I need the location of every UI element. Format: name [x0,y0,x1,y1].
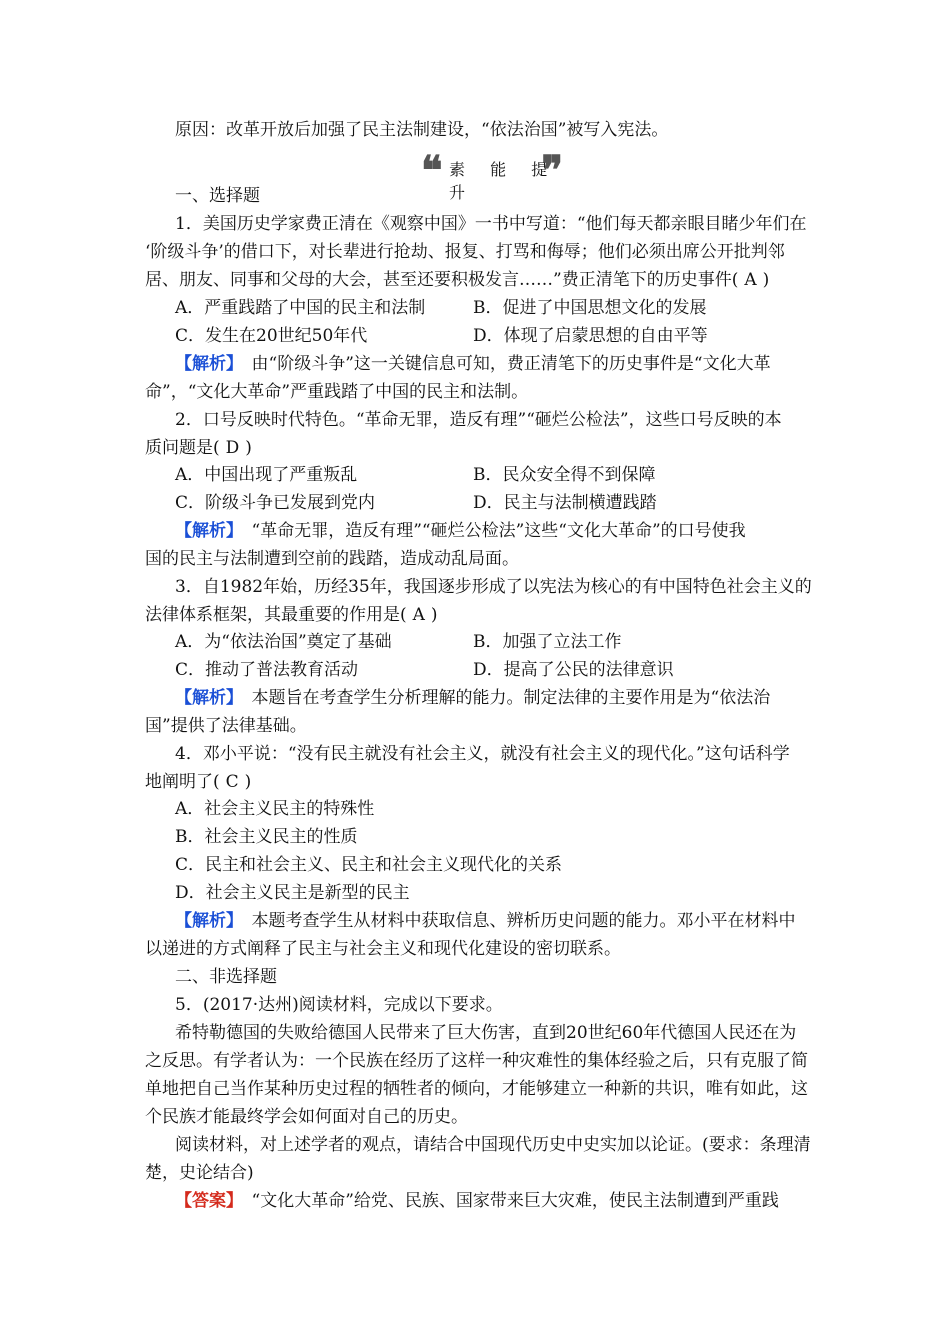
q4-option-a: A．社会主义民主的特殊性 [175,799,375,819]
q2-option-a: A．中国出现了严重叛乱 [175,465,358,485]
intro-line: 原因：改革开放后加强了民主法制建设，“依法治国”被写入宪法。 [175,120,669,140]
q5-answer-text: “文化大革命”给党、民族、国家带来巨大灾难，使民主法制遭到严重践 [234,1191,779,1211]
q1-line-3 [145,270,769,290]
q4-line-2 [145,772,251,792]
q1-option-b: B．促进了中国思想文化的发展 [473,298,707,318]
section-heading-nonchoice: 二、非选择题 [175,967,277,987]
q1-option-a: A．严重践踏了中国的民主和法制 [175,298,426,318]
q4-option-d: D．社会主义民主是新型的民主 [175,883,410,903]
q2-explanation-tag: 【解析】 [175,521,235,541]
q1-explanation-2: 命”，“文化大革命”严重践踏了中国的民主和法制。 [145,382,529,402]
q5-material-1: 希特勒德国的失败给德国人民带来了巨大伤害，直到20世纪60年代德国人民还在为 [175,1023,797,1043]
q4-line-2-text: 地阐明了( [145,772,220,792]
q3-option-a: A．为“依法治国”奠定了基础 [175,632,392,652]
q1-option-d: D．体现了启蒙思想的自由平等 [473,326,708,346]
section-banner-title: 素 能 提 升 [449,160,558,202]
q4-answer: C [225,772,239,792]
section-banner [421,147,563,202]
close-quote-icon: ❞ [541,147,563,194]
q3-explanation-2: 国”提供了法律基础。 [145,716,307,736]
q3-explanation-text: 本题旨在考查学生分析理解的能力。制定法律的主要作用是为“依法治 [234,688,771,708]
q2-explanation-text: “革命无罪，造反有理”“砸烂公检法”这些“文化大革命”的口号使我 [234,521,746,541]
q2-option-d: D．民主与法制横遭践踏 [473,493,657,513]
q1-answer: A [744,270,757,290]
q5-material-3: 单地把自己当作某种历史过程的牺牲者的倾向，才能够建立一种新的共识，唯有如此，这 [145,1079,808,1099]
q5-requirement-2: 楚，史论结合) [145,1163,254,1183]
q3-option-b: B．加强了立法工作 [473,632,622,652]
q5-material-4: 个民族才能最终学会如何面对自己的历史。 [145,1107,468,1127]
q5-answer-tag: 【答案】 [175,1191,235,1211]
q4-option-c: C．民主和社会主义、民主和社会主义现代化的关系 [175,855,563,875]
q3-option-c: C．推动了普法教育活动 [175,660,359,680]
q5-line-1: 5．(2017·达州)阅读材料，完成以下要求。 [175,995,503,1015]
q5-answer-1 [175,1191,779,1211]
q1-line-1: 1．美国历史学家费正清在《观察中国》一书中写道：“他们每天都亲眼目睹少年们在 [175,214,807,234]
q5-material-2: 之反思。有学者认为：一个民族在经历了这样一种灾难性的集体经验之后，只有克服了简 [145,1051,808,1071]
q4-explanation-text: 本题考查学生从材料中获取信息、辨析历史问题的能力。邓小平在材料中 [234,911,796,931]
q3-paren-close: ) [430,605,438,625]
q2-paren-close: ) [245,438,252,458]
q1-line-2: ‘阶级斗争’的借口下，对长辈进行抢劫、报复、打骂和侮辱；他们必须出席公开批判邻 [145,242,785,262]
q2-option-c: C．阶级斗争已发展到党内 [175,493,376,513]
q3-explanation-1 [175,688,770,708]
q3-line-2-text: 法律体系框架，其最重要的作用是( [145,605,407,625]
q3-line-1: 3．自1982年始，历经35年，我国逐步形成了以宪法为核心的有中国特色社会主义的 [175,577,812,597]
q2-line-1: 2．口号反映时代特色。“革命无罪，造反有理”“砸烂公检法”，这些口号反映的本 [175,410,782,430]
q3-option-d: D．提高了公民的法律意识 [473,660,674,680]
q3-explanation-tag: 【解析】 [175,688,235,708]
q1-paren-close: ) [762,270,770,290]
q1-explanation-1 [175,354,771,374]
q2-answer: D [225,438,240,458]
q1-explanation-tag: 【解析】 [175,354,235,374]
q5-requirement-1: 阅读材料，对上述学者的观点，请结合中国现代历史中史实加以论证。(要求：条理清 [175,1135,811,1155]
q4-option-b: B．社会主义民主的性质 [175,827,358,847]
q1-explanation-text: 由“阶级斗争”这一关键信息可知，费正清笔下的历史事件是“文化大革 [234,354,771,374]
q4-line-1: 4．邓小平说：“没有民主就没有社会主义，就没有社会主义的现代化。”这句话科学 [175,744,790,764]
q2-line-2 [145,438,252,458]
q4-explanation-1 [175,911,796,931]
q4-explanation-tag: 【解析】 [175,911,235,931]
q1-option-c: C．发生在20世纪50年代 [175,326,368,346]
section-heading-choice: 一、选择题 [175,186,260,206]
q1-line-3-text: 居、朋友、同事和父母的大会，甚至还要积极发言……”费正清笔下的历史事件( [145,270,739,290]
q3-answer: A [412,605,425,625]
q2-explanation-1 [175,521,746,541]
q2-option-b: B．民众安全得不到保障 [473,465,656,485]
open-quote-icon: ❝ [421,147,443,194]
q2-explanation-2: 国的民主与法制遭到空前的践踏，造成动乱局面。 [145,549,519,569]
q4-paren-close: ) [244,772,252,792]
q4-explanation-2: 以递进的方式阐释了民主与社会主义和现代化建设的密切联系。 [145,939,621,959]
q2-line-2-text: 质问题是( [145,438,220,458]
q3-line-2 [145,605,438,625]
